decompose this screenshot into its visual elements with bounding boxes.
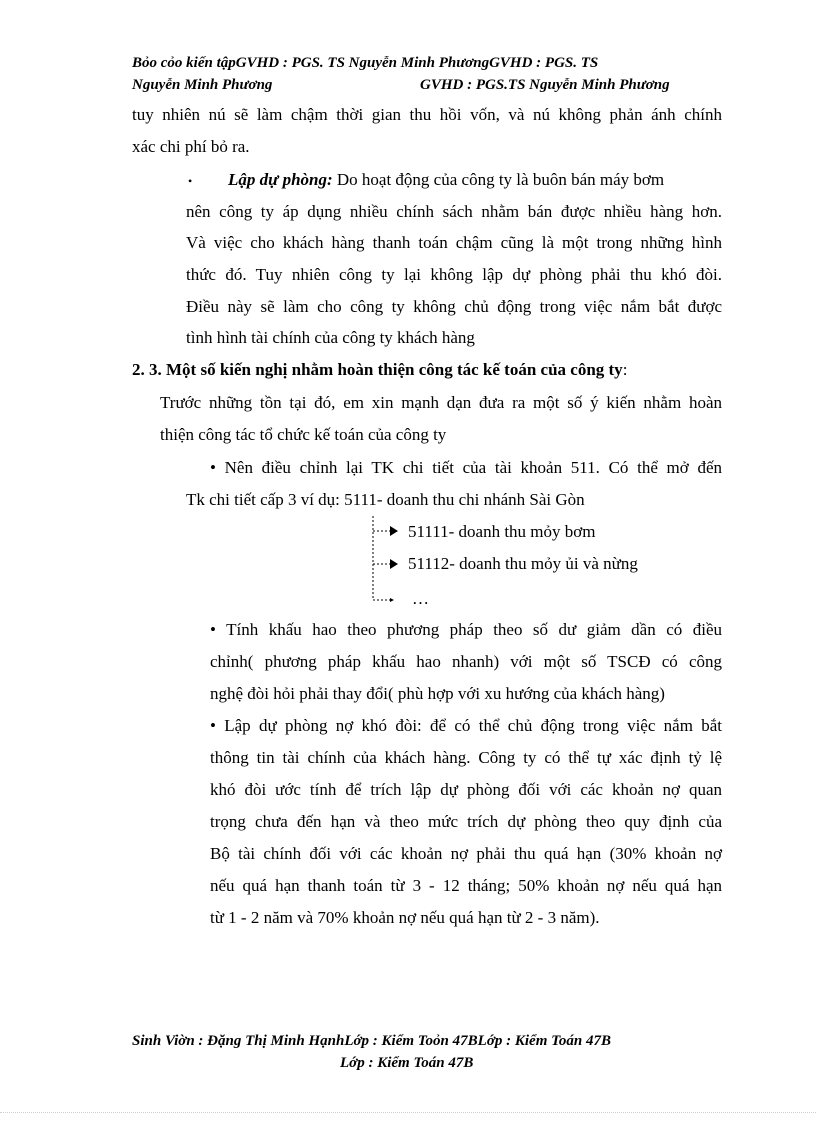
paragraph-line: thức đó. Tuy nhiên công ty lại không lập dự phòng phải thu khó đòi. <box>186 265 722 284</box>
bullet-first-line <box>228 169 722 191</box>
subaccount-item: 51111- doanh thu mỏy bơm <box>408 522 596 541</box>
list-item-line: • Nên điều chỉnh lại TK chi tiết của tài khoản 511. Có thể mở đến <box>210 458 722 477</box>
paragraph-line: thiện công tác tổ chức kế toán của công ty <box>160 425 447 444</box>
list-item-line: trọng chưa đến hạn và theo mức trích dự phòng theo quy định của <box>210 812 722 831</box>
paragraph-line: tuy nhiên nú sẽ làm chậm thời gian thu hồi vốn, và nú không phản ánh chính <box>132 105 722 124</box>
page-bottom-divider <box>0 1112 816 1113</box>
paragraph-line: Trước những tồn tại đó, em xin mạnh dạn đưa ra một số ý kiến nhằm hoàn <box>160 393 722 412</box>
list-item-line: Bộ tài chính đối với các khoản nợ phải thu quá hạn (30% khoản nợ <box>210 844 722 863</box>
list-item-line: thông tin tài chính của khách hàng. Công ty có thể tự xác định tỷ lệ <box>210 748 722 767</box>
list-item-line: nghệ đòi hỏi phải thay đổi( phù hợp với xu hướng của khách hàng) <box>210 684 665 703</box>
section-heading <box>132 359 627 381</box>
subaccount-item: … <box>412 589 429 608</box>
subaccount-item: 51112- doanh thu mỏy ủi và nừng <box>408 554 638 573</box>
bullet-lead-label: Lập dự phòng: <box>228 170 333 189</box>
list-item-line: khó đòi ước tính để trích lập dự phòng đối với các khoản nợ quan <box>210 780 722 799</box>
list-item-line: nếu quá hạn thanh toán từ 3 - 12 tháng; 50% khoản nợ nếu quá hạn <box>210 876 722 895</box>
page-footer-line-2: Lớp : Kiểm Toán 47B <box>340 1055 474 1071</box>
page-header-line-2-right: GVHD : PGS.TS Nguyễn Minh Phương <box>420 77 670 93</box>
paragraph-line: nên công ty áp dụng nhiều chính sách nhằm bán được nhiều hàng hơn. <box>186 202 722 221</box>
section-heading-colon: : <box>622 360 628 379</box>
list-item-line: chỉnh( phương pháp khấu hao nhanh) với một số TSCĐ có công <box>210 652 722 671</box>
paragraph-line: Điều này sẽ làm cho công ty không chủ động trong việc nắm bắt được <box>186 297 722 316</box>
bullet-marker: • <box>188 174 193 188</box>
paragraph-line: Và việc cho khách hàng thanh toán chậm cũng là một trong những hình <box>186 233 722 252</box>
list-item-line: • Lập dự phòng nợ khó đòi: để có thể chủ động trong việc nắm bắt <box>210 716 722 735</box>
bullet-lead-text: Do hoạt động của công ty là buôn bán máy bơm <box>332 170 665 189</box>
subaccount-tree-connector <box>372 514 402 604</box>
page-header-line-1: Bỏo cỏo kiến tậpGVHD : PGS. TS Nguyễn Minh PhươngGVHD : PGS. TS <box>132 55 599 71</box>
list-item-line: • Tính khấu hao theo phương pháp theo số dư giảm dần có điều <box>210 620 722 639</box>
list-item-line: Tk chi tiết cấp 3 ví dụ: 5111- doanh thu chi nhánh Sài Gòn <box>186 490 585 509</box>
list-item-line: từ 1 - 2 năm và 70% khoản nợ nếu quá hạn từ 2 - 3 năm). <box>210 908 600 927</box>
paragraph-line: tình hình tài chính của công ty khách hàng <box>186 328 475 347</box>
paragraph-line: xác chi phí bỏ ra. <box>132 137 250 156</box>
page-footer-line-1: Sinh Viờn : Đặng Thị Minh HạnhLớp : Kiểm Toỏn 47BLớp : Kiểm Toán 47B <box>132 1033 611 1049</box>
page-header-line-2-left: Nguyễn Minh Phương <box>132 77 273 93</box>
section-heading-text: 2. 3. Một số kiến nghị nhằm hoàn thiện công tác kế toán của công ty <box>132 360 623 379</box>
